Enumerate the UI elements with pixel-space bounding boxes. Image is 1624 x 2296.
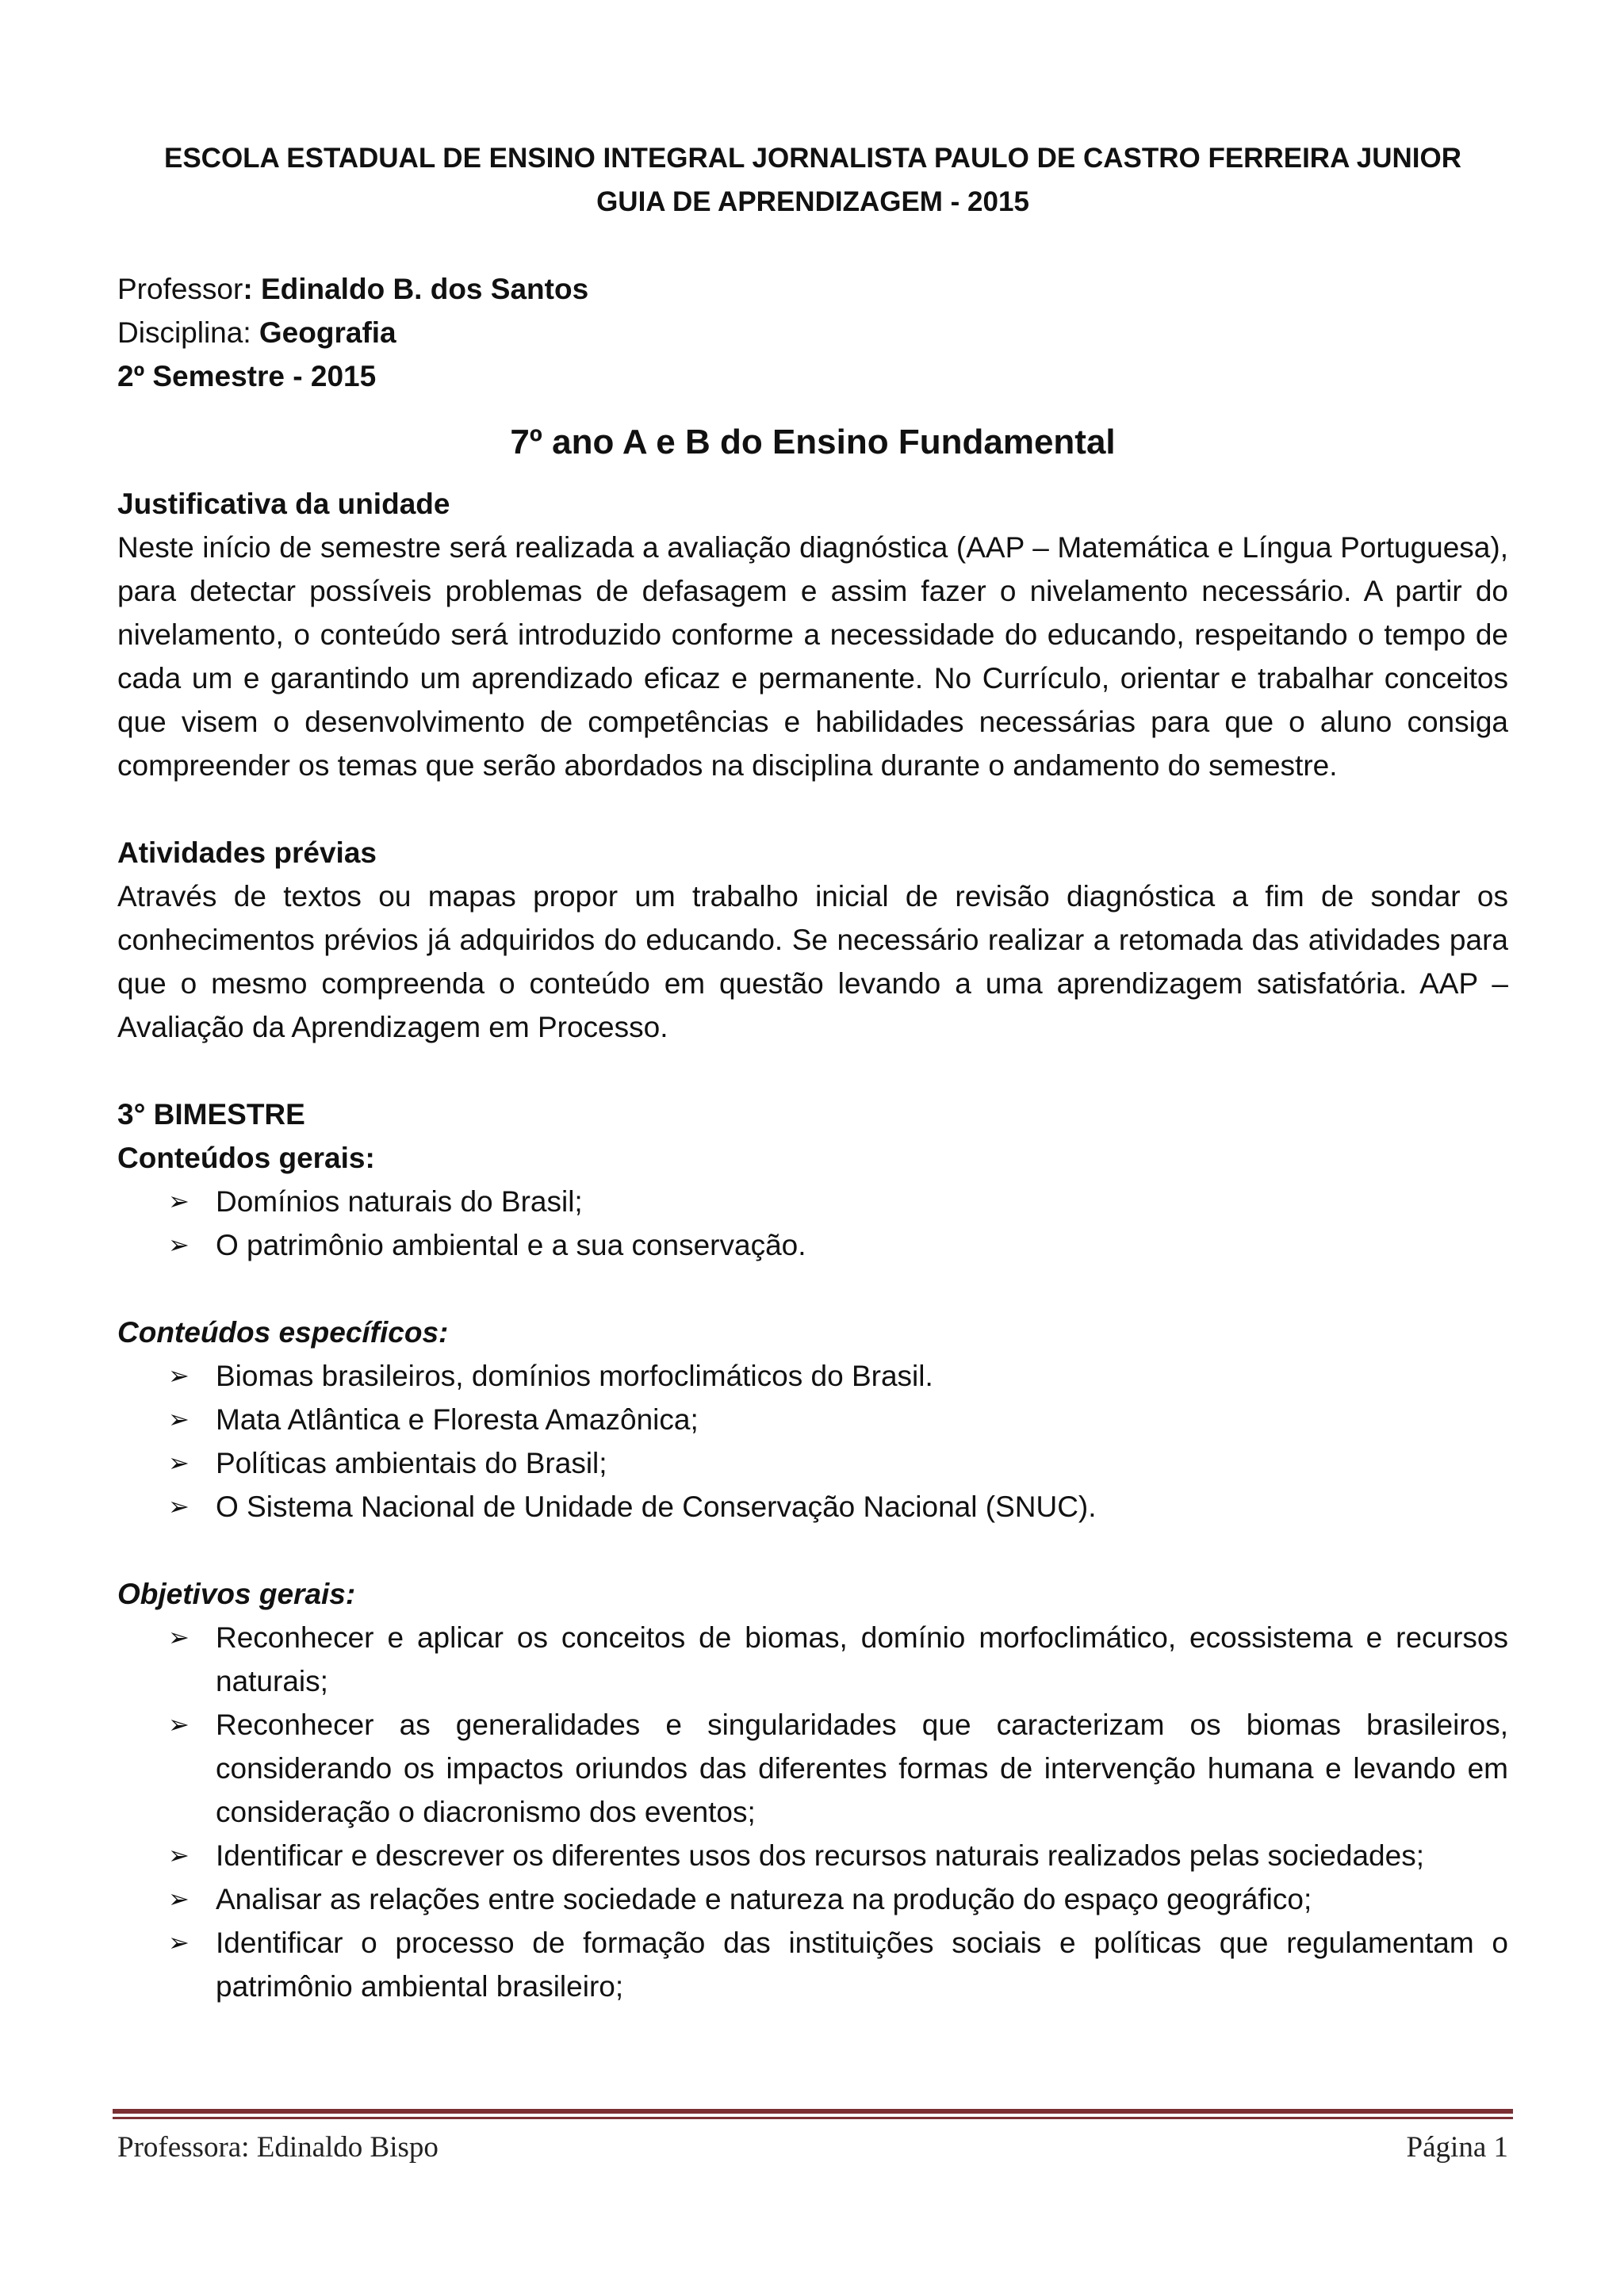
arrow-bullet-icon: ➢ [168, 1404, 190, 1434]
general-contents-list [117, 1180, 1508, 1267]
discipline-line [117, 311, 1508, 354]
list-item: ➢ O patrimônio ambiental e a sua conservação. [168, 1223, 1508, 1267]
discipline-name: Geografia [259, 316, 396, 349]
school-name: ESCOLA ESTADUAL DE ENSINO INTEGRAL JORNALISTA PAULO DE CASTRO FERREIRA JUNIOR [163, 143, 1462, 174]
arrow-bullet-icon: ➢ [168, 1622, 190, 1652]
semester-line: 2º Semestre - 2015 [117, 360, 377, 392]
list-item: ➢ Biomas brasileiros, domínios morfoclimáticos do Brasil. [168, 1354, 1508, 1398]
bimester-title: 3° BIMESTRE [117, 1098, 305, 1131]
justification-text: Neste início de semestre será realizada a avaliação diagnóstica (AAP – Matemática e Língua Portuguesa), para detectar possíveis problemas de defasagem e assim fazer o nivelamento necessário. A partir do nivelamento, o conteúdo será introduzido conforme a necessidade do educando, respeitando o tempo de cada um e garantindo um aprendizado eficaz e permanente. No Currículo, orientar e trabalhar conceitos que visem o desenvolvimento de competências e habilidades necessárias para que o aluno consiga compreender os temas que serão abordados na disciplina durante o andamento do semestre. [117, 531, 1508, 782]
specific-contents-list [117, 1354, 1508, 1529]
list-item: ➢ Reconhecer e aplicar os conceitos de biomas, domínio morfoclimático, ecossistema e recursos naturais; [168, 1616, 1508, 1703]
arrow-bullet-icon: ➢ [168, 1230, 190, 1260]
prior-activities-text: Através de textos ou mapas propor um trabalho inicial de revisão diagnóstica a fim de sondar os conhecimentos prévios já adquiridos do educando. Se necessário realizar a retomada das atividades para que o mesmo compreenda o conteúdo em questão levando a uma aprendizagem satisfatória. AAP – Avaliação da Aprendizagem em Processo. [117, 880, 1508, 1043]
arrow-bullet-icon: ➢ [168, 1448, 190, 1478]
prior-activities-heading: Atividades prévias [117, 836, 377, 869]
list-item: ➢ Identificar o processo de formação das instituições sociais e políticas que regulamentam o patrimônio ambiental brasileiro; [168, 1921, 1508, 2008]
professor-name: : Edinaldo B. dos Santos [243, 273, 589, 305]
page-content [117, 136, 1508, 2008]
list-item: ➢ Domínios naturais do Brasil; [168, 1180, 1508, 1223]
page-number: Página 1 [1406, 2131, 1508, 2164]
guide-title: GUIA DE APRENDIZAGEM - 2015 [596, 186, 1029, 217]
arrow-bullet-icon: ➢ [168, 1491, 190, 1521]
footer-divider [113, 2109, 1513, 2114]
justification-heading: Justificativa da unidade [117, 488, 450, 520]
arrow-bullet-icon: ➢ [168, 1186, 190, 1216]
general-contents-heading: Conteúdos gerais: [117, 1142, 375, 1174]
list-item: ➢ Identificar e descrever os diferentes usos dos recursos naturais realizados pelas sociedades; [168, 1834, 1508, 1877]
page-footer [117, 2128, 1508, 2168]
footer-divider-thin [113, 2117, 1513, 2119]
professor-label: Professor [117, 273, 243, 305]
discipline-label: Disciplina: [117, 316, 259, 349]
specific-contents-heading: Conteúdos específicos: [117, 1316, 449, 1349]
professor-line [117, 267, 1508, 311]
list-item: ➢ Reconhecer as generalidades e singularidades que caracterizam os biomas brasileiros, considerando os impactos oriundos das diferentes formas de intervenção humana e levando em consideração o diacronismo dos eventos; [168, 1703, 1508, 1834]
arrow-bullet-icon: ➢ [168, 1884, 190, 1914]
list-item: ➢ Políticas ambientais do Brasil; [168, 1441, 1508, 1485]
general-objectives-heading: Objetivos gerais: [117, 1578, 356, 1610]
general-objectives-list [117, 1616, 1508, 2008]
arrow-bullet-icon: ➢ [168, 1360, 190, 1391]
class-title: 7º ano A e B do Ensino Fundamental [510, 423, 1116, 461]
arrow-bullet-icon: ➢ [168, 1927, 190, 1957]
arrow-bullet-icon: ➢ [168, 1840, 190, 1870]
list-item: ➢ Analisar as relações entre sociedade e natureza na produção do espaço geográfico; [168, 1877, 1508, 1921]
list-item: ➢ Mata Atlântica e Floresta Amazônica; [168, 1398, 1508, 1441]
list-item: ➢ O Sistema Nacional de Unidade de Conservação Nacional (SNUC). [168, 1485, 1508, 1529]
footer-author: Professora: Edinaldo Bispo [117, 2131, 439, 2164]
arrow-bullet-icon: ➢ [168, 1709, 190, 1739]
